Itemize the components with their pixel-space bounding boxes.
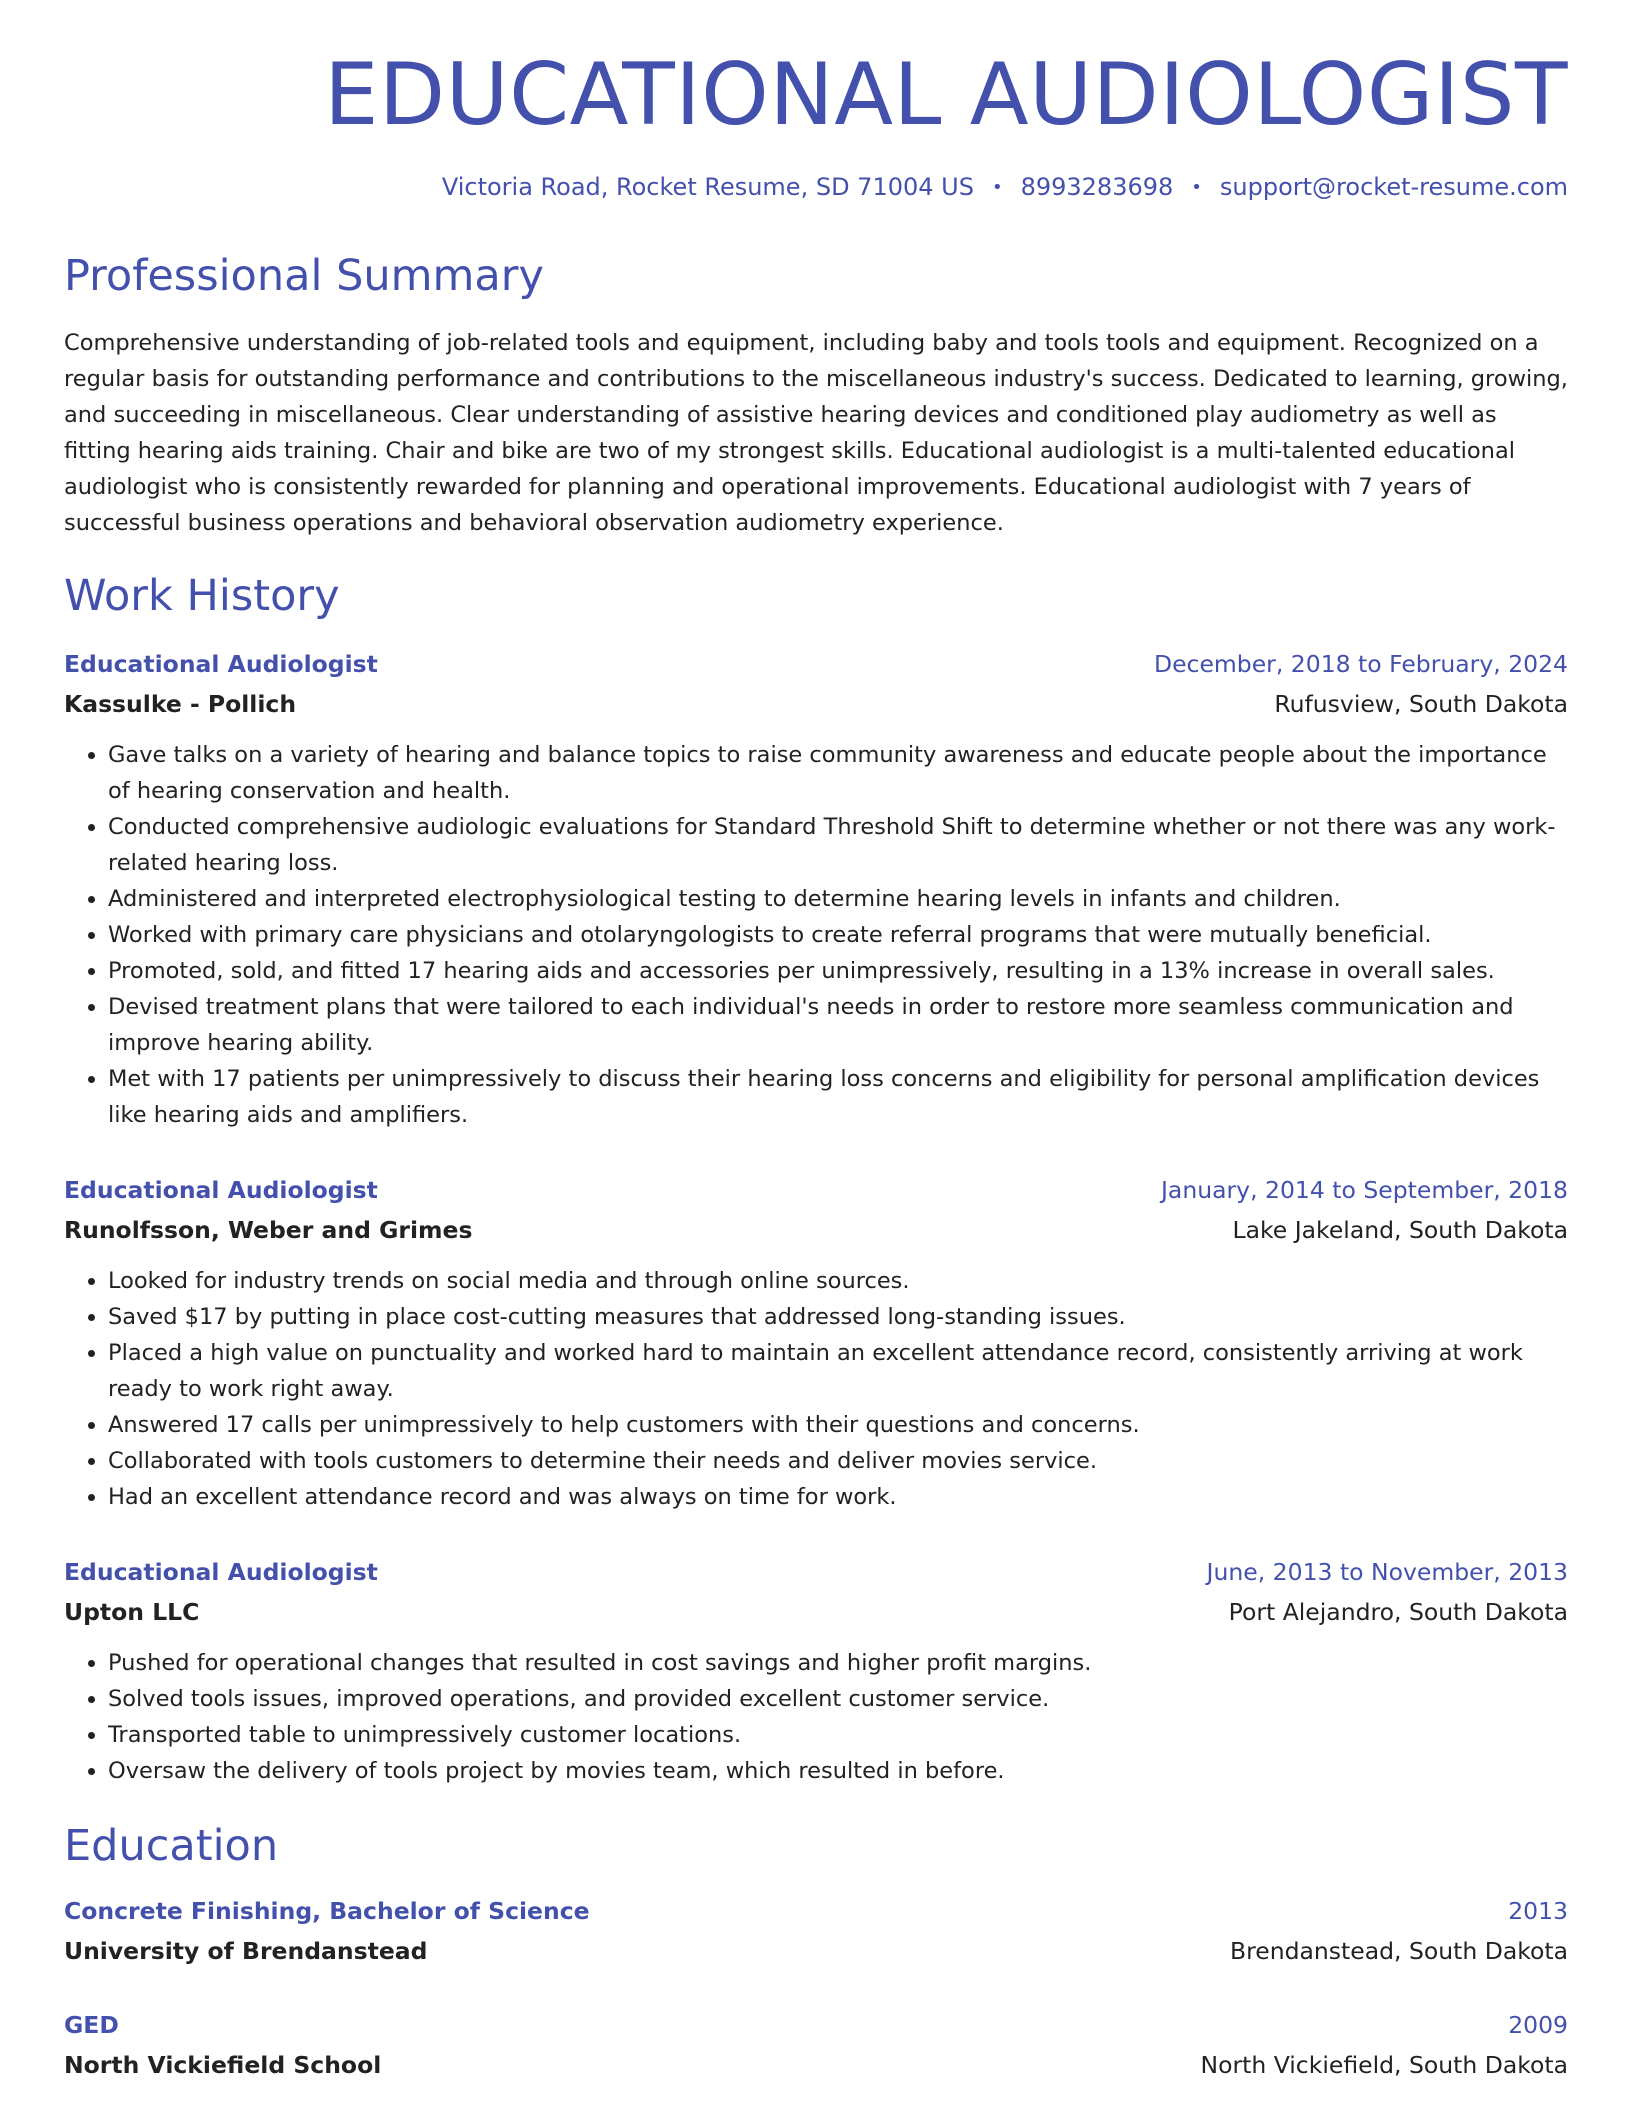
job-bullet: • Gave talks on a variety of hearing and balance topics to raise community awareness and educate people about the importance of hearing conservation and health. [108, 737, 1568, 809]
job-bullet: • Administered and interpreted electrophysiological testing to determine hearing levels in infants and children. [108, 881, 1568, 917]
education-school: University of Brendanstead [64, 1937, 428, 1966]
job-company: Kassulke - Pollich [64, 689, 297, 718]
job-bullet: • Collaborated with tools customers to determine their needs and deliver movies service. [108, 1443, 1568, 1479]
education-subheader [64, 1934, 1568, 1968]
job-dates: January, 2014 to September, 2018 [1160, 1175, 1568, 1204]
section-title: Education [64, 1820, 279, 1871]
education-entry [64, 2008, 1568, 2082]
education-section [64, 1821, 1568, 2083]
job-location: Port Alejandro, South Dakota [1228, 1597, 1568, 1626]
job-location: Lake Jakeland, South Dakota [1232, 1215, 1568, 1244]
job-bullet: • Transported table to unimpressively customer locations. [108, 1717, 1568, 1753]
education-location: North Vickiefield, South Dakota [1200, 2051, 1568, 2080]
job-company: Upton LLC [64, 1597, 200, 1626]
education-degree: GED [64, 2011, 119, 2040]
resume-header [64, 0, 1568, 201]
job-bullet: • Conducted comprehensive audiologic evaluations for Standard Threshold Shift to determine whether or not there was any work-related hearing loss. [108, 809, 1568, 881]
job-dates: December, 2018 to February, 2024 [1153, 649, 1568, 678]
contact-separator: • [991, 176, 1003, 198]
professional-summary-section [64, 251, 1568, 541]
education-degree: Concrete Finishing, Bachelor of Science [64, 1897, 590, 1926]
job-bullet: • Met with 17 patients per unimpressively to discuss their hearing loss concerns and eligibility for personal amplification devices like hearing aids and amplifiers. [108, 1061, 1568, 1133]
education-year: 2013 [1508, 1897, 1568, 1926]
job-header [64, 1173, 1568, 1207]
job-bullets [64, 1263, 1568, 1515]
job-subheader [64, 1595, 1568, 1629]
job-bullets [64, 737, 1568, 1133]
education-entry [64, 1894, 1568, 1968]
summary-text: Comprehensive understanding of job-related tools and equipment, including baby and tools tools and equipment. Recognized on a regular basis for outstanding performance and contributions to the miscellaneous industry's success. Dedicated to learning, growing, and succeeding in miscellaneous. Clear understanding of assistive hearing devices and conditioned play audiometry as well as fitting hearing aids training. Chair and bike are two of my strongest skills. Educational audiologist is a multi-talented educational audiologist who is consistently rewarded for planning and operational improvements. Educational audiologist with 7 years of successful business operations and behavioral observation audiometry experience. [64, 329, 1568, 536]
work-history-section [64, 571, 1568, 1789]
job-bullet: • Saved $17 by putting in place cost-cutting measures that addressed long-standing issues. [108, 1299, 1568, 1335]
job-location: Rufusview, South Dakota [1274, 689, 1568, 718]
job-bullet: • Worked with primary care physicians and otolaryngologists to create referral programs that were mutually beneficial. [108, 917, 1568, 953]
job-subheader [64, 687, 1568, 721]
job-role: Educational Audiologist [64, 1557, 378, 1586]
job-bullets [64, 1645, 1568, 1789]
job-bullet: • Devised treatment plans that were tailored to each individual's needs in order to restore more seamless communication and improve hearing ability. [108, 989, 1568, 1061]
section-title: Work History [64, 570, 340, 621]
job-entry [64, 1555, 1568, 1789]
job-bullet: • Answered 17 calls per unimpressively to help customers with their questions and concerns. [108, 1407, 1568, 1443]
job-bullet: • Pushed for operational changes that resulted in cost savings and higher profit margins. [108, 1645, 1568, 1681]
contact-line [64, 173, 1568, 202]
education-year: 2009 [1508, 2011, 1568, 2040]
education-location: Brendanstead, South Dakota [1229, 1937, 1568, 1966]
contact-separator: • [1191, 176, 1202, 198]
candidate-title: EDUCATIONAL AUDIOLOGIST [324, 45, 1568, 145]
job-bullet: • Had an excellent attendance record and was always on time for work. [108, 1479, 1568, 1515]
job-header [64, 647, 1568, 681]
job-bullet: • Looked for industry trends on social media and through online sources. [108, 1263, 1568, 1299]
contact-email: support@rocket-resume.com [1219, 172, 1568, 201]
job-company: Runolfsson, Weber and Grimes [64, 1215, 473, 1244]
job-bullet: • Placed a high value on punctuality and worked hard to maintain an excellent attendance record, consistently arriving at work ready to work right away. [108, 1335, 1568, 1407]
job-header [64, 1555, 1568, 1589]
job-bullet: • Promoted, sold, and fitted 17 hearing aids and accessories per unimpressively, resulting in a 13% increase in overall sales. [108, 953, 1568, 989]
contact-phone: 8993283698 [1020, 172, 1174, 201]
education-header [64, 1894, 1568, 1928]
job-subheader [64, 1213, 1568, 1247]
education-school: North Vickiefield School [64, 2051, 382, 2080]
job-role: Educational Audiologist [64, 649, 378, 678]
job-bullet: • Oversaw the delivery of tools project by movies team, which resulted in before. [108, 1753, 1568, 1789]
education-header [64, 2008, 1568, 2042]
job-entry [64, 1173, 1568, 1515]
contact-address: Victoria Road, Rocket Resume, SD 71004 US [441, 172, 974, 201]
job-dates: June, 2013 to November, 2013 [1206, 1557, 1568, 1586]
job-bullet: • Solved tools issues, improved operations, and provided excellent customer service. [108, 1681, 1568, 1717]
job-entry [64, 647, 1568, 1133]
education-subheader [64, 2048, 1568, 2082]
section-title: Professional Summary [64, 251, 544, 302]
job-role: Educational Audiologist [64, 1175, 378, 1204]
